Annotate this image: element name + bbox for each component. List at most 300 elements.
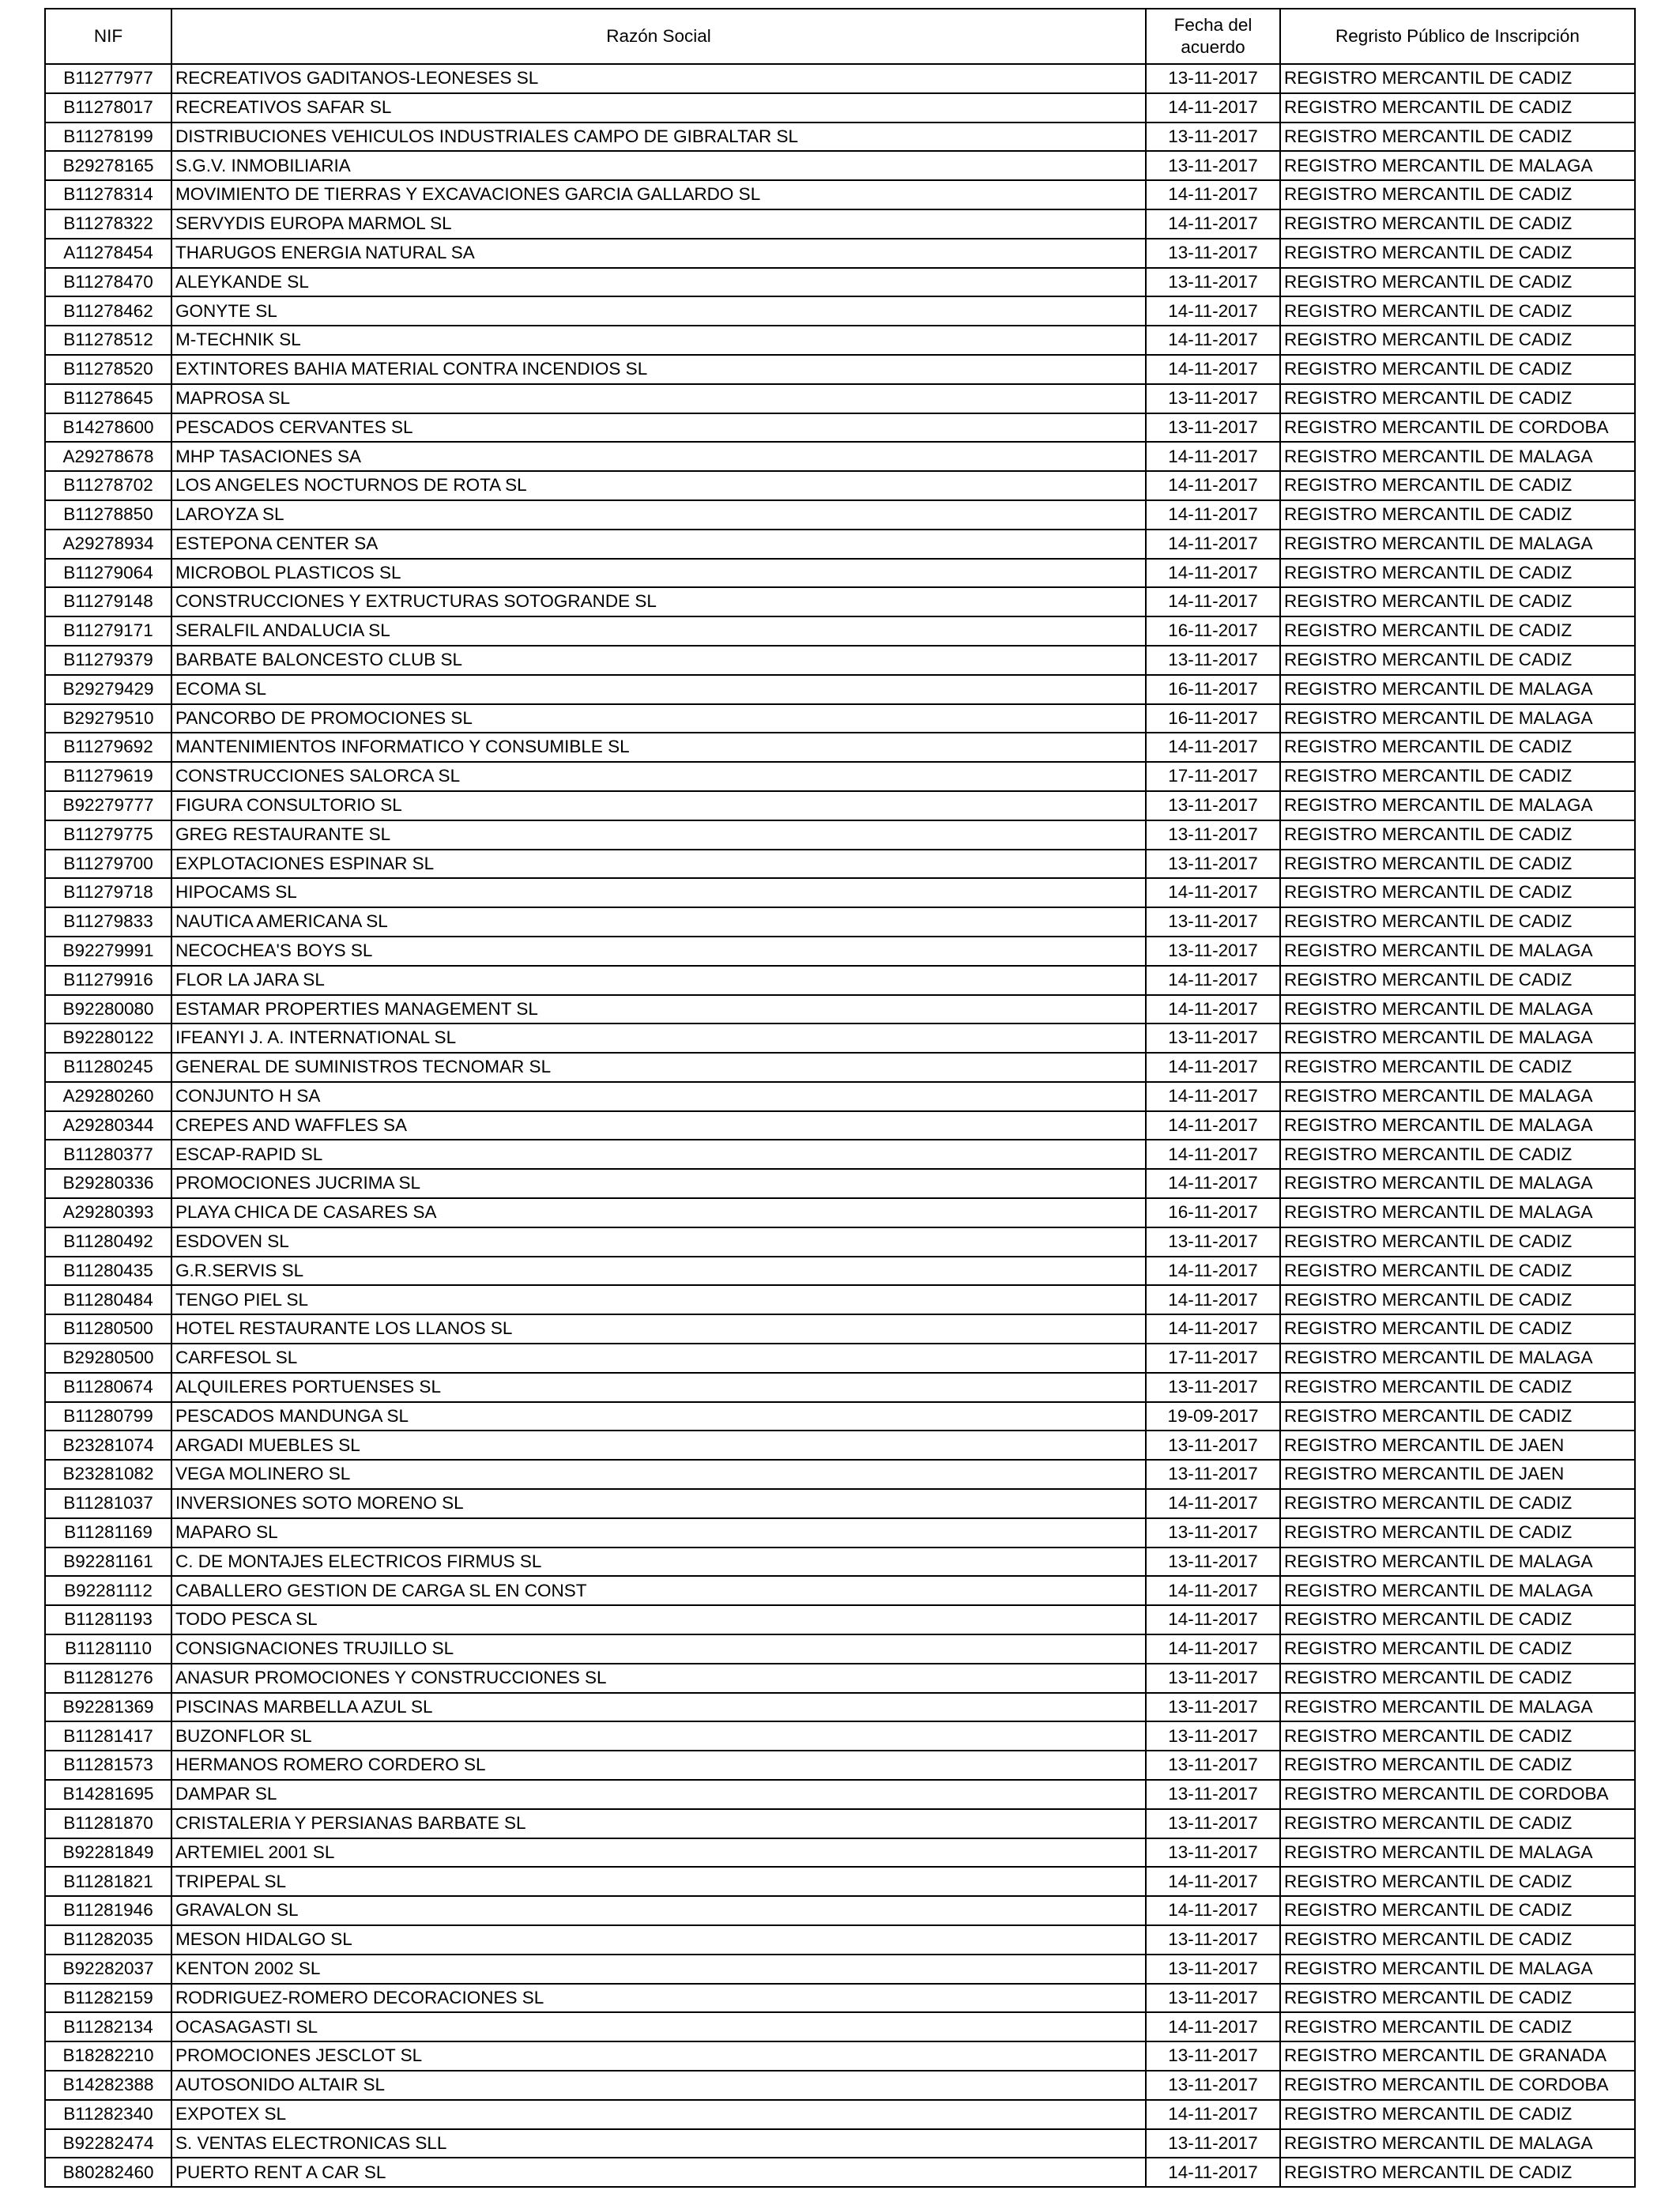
cell-fecha-acuerdo: 14-11-2017 [1146, 733, 1280, 762]
table-row [45, 966, 1635, 995]
cell-fecha-acuerdo: 13-11-2017 [1146, 1809, 1280, 1838]
cell-fecha-acuerdo: 14-11-2017 [1146, 530, 1280, 559]
cell-registro: REGISTRO MERCANTIL DE MALAGA [1280, 1169, 1635, 1198]
cell-registro: REGISTRO MERCANTIL DE MALAGA [1280, 1693, 1635, 1722]
cell-registro: REGISTRO MERCANTIL DE CADIZ [1280, 907, 1635, 937]
cell-nif: B92281112 [45, 1576, 171, 1605]
cell-nif: B92282474 [45, 2129, 171, 2158]
cell-registro: REGISTRO MERCANTIL DE CADIZ [1280, 1402, 1635, 1431]
table-row [45, 1576, 1635, 1605]
cell-fecha-acuerdo: 16-11-2017 [1146, 1198, 1280, 1227]
cell-registro: REGISTRO MERCANTIL DE CADIZ [1280, 500, 1635, 530]
cell-registro: REGISTRO MERCANTIL DE CADIZ [1280, 1518, 1635, 1547]
cell-razon-social: EXTINTORES BAHIA MATERIAL CONTRA INCENDIOS SL [171, 355, 1146, 384]
table-row [45, 733, 1635, 762]
table-row [45, 1780, 1635, 1809]
cell-razon-social: MANTENIMIENTOS INFORMATICO Y CONSUMIBLE SL [171, 733, 1146, 762]
cell-registro: REGISTRO MERCANTIL DE MALAGA [1280, 1547, 1635, 1577]
cell-fecha-acuerdo: 13-11-2017 [1146, 820, 1280, 850]
cell-fecha-acuerdo: 14-11-2017 [1146, 442, 1280, 471]
table-row [45, 878, 1635, 907]
cell-fecha-acuerdo: 13-11-2017 [1146, 937, 1280, 966]
cell-fecha-acuerdo: 13-11-2017 [1146, 384, 1280, 413]
cell-nif: B29280500 [45, 1344, 171, 1373]
cell-nif: B11279833 [45, 907, 171, 937]
table-row [45, 413, 1635, 443]
cell-nif: B11281417 [45, 1721, 171, 1751]
cell-registro: REGISTRO MERCANTIL DE CADIZ [1280, 2158, 1635, 2187]
table-row [45, 1896, 1635, 1925]
table-row [45, 209, 1635, 239]
cell-razon-social: ALQUILERES PORTUENSES SL [171, 1373, 1146, 1402]
cell-registro: REGISTRO MERCANTIL DE CADIZ [1280, 1664, 1635, 1693]
cell-registro: REGISTRO MERCANTIL DE MALAGA [1280, 704, 1635, 733]
cell-fecha-acuerdo: 14-11-2017 [1146, 2012, 1280, 2041]
table-row [45, 1751, 1635, 1780]
cell-registro: REGISTRO MERCANTIL DE MALAGA [1280, 1955, 1635, 1984]
table-row [45, 123, 1635, 152]
cell-fecha-acuerdo: 16-11-2017 [1146, 675, 1280, 704]
cell-fecha-acuerdo: 14-11-2017 [1146, 1285, 1280, 1314]
cell-fecha-acuerdo: 13-11-2017 [1146, 1693, 1280, 1722]
cell-nif: A29280393 [45, 1198, 171, 1227]
document-page [44, 8, 1636, 2188]
table-row [45, 180, 1635, 209]
cell-nif: B11278322 [45, 209, 171, 239]
cell-nif: B11278645 [45, 384, 171, 413]
table-row [45, 2071, 1635, 2100]
table-row [45, 151, 1635, 180]
cell-nif: B92282037 [45, 1955, 171, 1984]
table-row [45, 2100, 1635, 2129]
cell-fecha-acuerdo: 14-11-2017 [1146, 1605, 1280, 1634]
cell-registro: REGISTRO MERCANTIL DE CADIZ [1280, 1257, 1635, 1286]
cell-razon-social: AUTOSONIDO ALTAIR SL [171, 2071, 1146, 2100]
cell-registro: REGISTRO MERCANTIL DE CADIZ [1280, 733, 1635, 762]
table-row [45, 1664, 1635, 1693]
cell-fecha-acuerdo: 13-11-2017 [1146, 1955, 1280, 1984]
cell-registro: REGISTRO MERCANTIL DE CADIZ [1280, 1721, 1635, 1751]
cell-fecha-acuerdo: 14-11-2017 [1146, 1489, 1280, 1518]
cell-razon-social: IFEANYI J. A. INTERNATIONAL SL [171, 1023, 1146, 1053]
table-header [45, 9, 1635, 64]
table-row [45, 1053, 1635, 1082]
table-row [45, 1925, 1635, 1955]
table-row [45, 995, 1635, 1024]
cell-nif: B11281946 [45, 1896, 171, 1925]
cell-registro: REGISTRO MERCANTIL DE MALAGA [1280, 2129, 1635, 2158]
table-row [45, 1809, 1635, 1838]
cell-razon-social: ARGADI MUEBLES SL [171, 1431, 1146, 1460]
cell-registro: REGISTRO MERCANTIL DE CADIZ [1280, 878, 1635, 907]
cell-registro: REGISTRO MERCANTIL DE CADIZ [1280, 587, 1635, 616]
cell-razon-social: GRAVALON SL [171, 1896, 1146, 1925]
cell-nif: B11281169 [45, 1518, 171, 1547]
cell-registro: REGISTRO MERCANTIL DE MALAGA [1280, 1023, 1635, 1053]
cell-registro: REGISTRO MERCANTIL DE CADIZ [1280, 1140, 1635, 1169]
cell-nif: B92281161 [45, 1547, 171, 1577]
cell-nif: B11281037 [45, 1489, 171, 1518]
cell-fecha-acuerdo: 13-11-2017 [1146, 1431, 1280, 1460]
table-row [45, 296, 1635, 326]
cell-nif: B11281193 [45, 1605, 171, 1634]
table-row [45, 2041, 1635, 2071]
table-row [45, 1721, 1635, 1751]
cell-nif: B11281573 [45, 1751, 171, 1780]
cell-nif: B11279064 [45, 559, 171, 588]
cell-razon-social: BARBATE BALONCESTO CLUB SL [171, 646, 1146, 675]
cell-fecha-acuerdo: 13-11-2017 [1146, 646, 1280, 675]
cell-registro: REGISTRO MERCANTIL DE CADIZ [1280, 1984, 1635, 2013]
cell-registro: REGISTRO MERCANTIL DE MALAGA [1280, 1198, 1635, 1227]
cell-razon-social: RECREATIVOS SAFAR SL [171, 93, 1146, 123]
cell-nif: B11281110 [45, 1634, 171, 1664]
cell-fecha-acuerdo: 13-11-2017 [1146, 1460, 1280, 1489]
cell-nif: B11281276 [45, 1664, 171, 1693]
cell-fecha-acuerdo: 13-11-2017 [1146, 1227, 1280, 1257]
cell-fecha-acuerdo: 13-11-2017 [1146, 1925, 1280, 1955]
cell-nif: B11282159 [45, 1984, 171, 2013]
table-row [45, 2129, 1635, 2158]
cell-registro: REGISTRO MERCANTIL DE CADIZ [1280, 1605, 1635, 1634]
table-row [45, 587, 1635, 616]
cell-razon-social: HOTEL RESTAURANTE LOS LLANOS SL [171, 1314, 1146, 1344]
table-row [45, 1634, 1635, 1664]
cell-razon-social: SERVYDIS EUROPA MARMOL SL [171, 209, 1146, 239]
cell-nif: B11279619 [45, 762, 171, 791]
cell-nif: B29279510 [45, 704, 171, 733]
cell-razon-social: CARFESOL SL [171, 1344, 1146, 1373]
cell-fecha-acuerdo: 14-11-2017 [1146, 500, 1280, 530]
cell-registro: REGISTRO MERCANTIL DE MALAGA [1280, 1344, 1635, 1373]
cell-razon-social: TENGO PIEL SL [171, 1285, 1146, 1314]
cell-razon-social: PROMOCIONES JUCRIMA SL [171, 1169, 1146, 1198]
cell-nif: B11281821 [45, 1867, 171, 1896]
table-row [45, 1082, 1635, 1111]
cell-fecha-acuerdo: 14-11-2017 [1146, 296, 1280, 326]
cell-razon-social: RECREATIVOS GADITANOS-LEONESES SL [171, 64, 1146, 93]
cell-nif: B11280377 [45, 1140, 171, 1169]
cell-nif: B11278512 [45, 326, 171, 355]
table-row [45, 442, 1635, 471]
cell-nif: B29279429 [45, 675, 171, 704]
table-row [45, 93, 1635, 123]
table-row [45, 1198, 1635, 1227]
table-row [45, 1227, 1635, 1257]
cell-nif: B23281074 [45, 1431, 171, 1460]
cell-fecha-acuerdo: 13-11-2017 [1146, 1721, 1280, 1751]
table-row [45, 1169, 1635, 1198]
cell-fecha-acuerdo: 13-11-2017 [1146, 1547, 1280, 1577]
cell-registro: REGISTRO MERCANTIL DE MALAGA [1280, 675, 1635, 704]
table-row [45, 559, 1635, 588]
cell-registro: REGISTRO MERCANTIL DE MALAGA [1280, 937, 1635, 966]
cell-registro: REGISTRO MERCANTIL DE CADIZ [1280, 1896, 1635, 1925]
cell-fecha-acuerdo: 14-11-2017 [1146, 180, 1280, 209]
table-row [45, 268, 1635, 297]
cell-registro: REGISTRO MERCANTIL DE MALAGA [1280, 151, 1635, 180]
header-fecha-acuerdo: Fecha del acuerdo [1146, 9, 1280, 64]
cell-razon-social: MHP TASACIONES SA [171, 442, 1146, 471]
table-row [45, 1023, 1635, 1053]
cell-nif: B11278017 [45, 93, 171, 123]
cell-razon-social: EXPLOTACIONES ESPINAR SL [171, 850, 1146, 879]
cell-nif: B11280674 [45, 1373, 171, 1402]
table-row [45, 907, 1635, 937]
cell-nif: B92280080 [45, 995, 171, 1024]
cell-nif: B80282460 [45, 2158, 171, 2187]
cell-fecha-acuerdo: 13-11-2017 [1146, 791, 1280, 820]
cell-fecha-acuerdo: 13-11-2017 [1146, 2129, 1280, 2158]
cell-razon-social: GONYTE SL [171, 296, 1146, 326]
cell-fecha-acuerdo: 13-11-2017 [1146, 1664, 1280, 1693]
cell-nif: B11280435 [45, 1257, 171, 1286]
cell-razon-social: LAROYZA SL [171, 500, 1146, 530]
cell-fecha-acuerdo: 13-11-2017 [1146, 1780, 1280, 1809]
cell-registro: REGISTRO MERCANTIL DE CADIZ [1280, 1809, 1635, 1838]
cell-registro: REGISTRO MERCANTIL DE CORDOBA [1280, 413, 1635, 443]
cell-nif: B11279692 [45, 733, 171, 762]
cell-razon-social: HIPOCAMS SL [171, 878, 1146, 907]
cell-fecha-acuerdo: 13-11-2017 [1146, 151, 1280, 180]
cell-fecha-acuerdo: 14-11-2017 [1146, 471, 1280, 500]
cell-razon-social: ESTAMAR PROPERTIES MANAGEMENT SL [171, 995, 1146, 1024]
table-row [45, 1547, 1635, 1577]
cell-nif: B18282210 [45, 2041, 171, 2071]
cell-razon-social: ESDOVEN SL [171, 1227, 1146, 1257]
cell-fecha-acuerdo: 14-11-2017 [1146, 1896, 1280, 1925]
cell-nif: B11279916 [45, 966, 171, 995]
cell-registro: REGISTRO MERCANTIL DE CADIZ [1280, 820, 1635, 850]
cell-fecha-acuerdo: 14-11-2017 [1146, 966, 1280, 995]
cell-razon-social: MESON HIDALGO SL [171, 1925, 1146, 1955]
table-row [45, 1984, 1635, 2013]
cell-razon-social: MAPROSA SL [171, 384, 1146, 413]
cell-fecha-acuerdo: 14-11-2017 [1146, 587, 1280, 616]
cell-nif: B92279991 [45, 937, 171, 966]
cell-razon-social: MICROBOL PLASTICOS SL [171, 559, 1146, 588]
cell-razon-social: PUERTO RENT A CAR SL [171, 2158, 1146, 2187]
cell-fecha-acuerdo: 13-11-2017 [1146, 2041, 1280, 2071]
cell-registro: REGISTRO MERCANTIL DE MALAGA [1280, 1082, 1635, 1111]
cell-razon-social: DISTRIBUCIONES VEHICULOS INDUSTRIALES CAMPO DE GIBRALTAR SL [171, 123, 1146, 152]
table-row [45, 1111, 1635, 1140]
header-nif: NIF [45, 9, 171, 64]
cell-registro: REGISTRO MERCANTIL DE CADIZ [1280, 1634, 1635, 1664]
cell-registro: REGISTRO MERCANTIL DE CADIZ [1280, 209, 1635, 239]
cell-fecha-acuerdo: 17-11-2017 [1146, 762, 1280, 791]
cell-registro: REGISTRO MERCANTIL DE GRANADA [1280, 2041, 1635, 2071]
cell-razon-social: SERALFIL ANDALUCIA SL [171, 616, 1146, 646]
cell-registro: REGISTRO MERCANTIL DE MALAGA [1280, 442, 1635, 471]
cell-razon-social: HERMANOS ROMERO CORDERO SL [171, 1751, 1146, 1780]
cell-nif: B11280484 [45, 1285, 171, 1314]
cell-nif: B14278600 [45, 413, 171, 443]
cell-razon-social: CONSIGNACIONES TRUJILLO SL [171, 1634, 1146, 1664]
cell-nif: B11278199 [45, 123, 171, 152]
cell-nif: B92280122 [45, 1023, 171, 1053]
cell-fecha-acuerdo: 16-11-2017 [1146, 616, 1280, 646]
cell-registro: REGISTRO MERCANTIL DE CADIZ [1280, 268, 1635, 297]
cell-razon-social: S. VENTAS ELECTRONICAS SLL [171, 2129, 1146, 2158]
cell-fecha-acuerdo: 13-11-2017 [1146, 239, 1280, 268]
table-row [45, 616, 1635, 646]
cell-registro: REGISTRO MERCANTIL DE CADIZ [1280, 384, 1635, 413]
cell-fecha-acuerdo: 14-11-2017 [1146, 1314, 1280, 1344]
cell-nif: A29280260 [45, 1082, 171, 1111]
cell-fecha-acuerdo: 14-11-2017 [1146, 326, 1280, 355]
cell-fecha-acuerdo: 13-11-2017 [1146, 1023, 1280, 1053]
cell-nif: B11279171 [45, 616, 171, 646]
cell-registro: REGISTRO MERCANTIL DE CADIZ [1280, 1751, 1635, 1780]
table-row [45, 384, 1635, 413]
header-razon-social: Razón Social [171, 9, 1146, 64]
table-body [45, 64, 1635, 2187]
table-row [45, 1140, 1635, 1169]
cell-nif: A29278934 [45, 530, 171, 559]
table-row [45, 820, 1635, 850]
cell-nif: A29278678 [45, 442, 171, 471]
cell-razon-social: OCASAGASTI SL [171, 2012, 1146, 2041]
cell-razon-social: S.G.V. INMOBILIARIA [171, 151, 1146, 180]
cell-razon-social: ARTEMIEL 2001 SL [171, 1838, 1146, 1868]
table-row [45, 1344, 1635, 1373]
cell-razon-social: M-TECHNIK SL [171, 326, 1146, 355]
cell-razon-social: RODRIGUEZ-ROMERO DECORACIONES SL [171, 1984, 1146, 2013]
cell-razon-social: NAUTICA AMERICANA SL [171, 907, 1146, 937]
cell-nif: B11278702 [45, 471, 171, 500]
table-row [45, 937, 1635, 966]
cell-registro: REGISTRO MERCANTIL DE CADIZ [1280, 1314, 1635, 1344]
cell-razon-social: GREG RESTAURANTE SL [171, 820, 1146, 850]
cell-nif: B92281849 [45, 1838, 171, 1868]
cell-razon-social: CABALLERO GESTION DE CARGA SL EN CONST [171, 1576, 1146, 1605]
cell-nif: B92279777 [45, 791, 171, 820]
cell-fecha-acuerdo: 14-11-2017 [1146, 1140, 1280, 1169]
table-row [45, 530, 1635, 559]
cell-nif: B11279379 [45, 646, 171, 675]
cell-fecha-acuerdo: 14-11-2017 [1146, 2100, 1280, 2129]
cell-nif: B11278470 [45, 268, 171, 297]
table-row [45, 1257, 1635, 1286]
cell-fecha-acuerdo: 13-11-2017 [1146, 268, 1280, 297]
table-row [45, 239, 1635, 268]
cell-fecha-acuerdo: 14-11-2017 [1146, 209, 1280, 239]
cell-nif: B11279775 [45, 820, 171, 850]
cell-fecha-acuerdo: 14-11-2017 [1146, 878, 1280, 907]
cell-nif: B11279148 [45, 587, 171, 616]
cell-razon-social: MAPARO SL [171, 1518, 1146, 1547]
cell-nif: B11281870 [45, 1809, 171, 1838]
cell-razon-social: CONSTRUCCIONES Y EXTRUCTURAS SOTOGRANDE SL [171, 587, 1146, 616]
cell-registro: REGISTRO MERCANTIL DE CADIZ [1280, 123, 1635, 152]
cell-fecha-acuerdo: 16-11-2017 [1146, 704, 1280, 733]
cell-fecha-acuerdo: 14-11-2017 [1146, 1576, 1280, 1605]
table-row [45, 762, 1635, 791]
cell-registro: REGISTRO MERCANTIL DE CADIZ [1280, 2100, 1635, 2129]
cell-nif: B92281369 [45, 1693, 171, 1722]
cell-razon-social: ECOMA SL [171, 675, 1146, 704]
cell-razon-social: VEGA MOLINERO SL [171, 1460, 1146, 1489]
cell-fecha-acuerdo: 13-11-2017 [1146, 1518, 1280, 1547]
cell-registro: REGISTRO MERCANTIL DE CADIZ [1280, 93, 1635, 123]
table-row [45, 704, 1635, 733]
cell-nif: B11280799 [45, 1402, 171, 1431]
cell-razon-social: MOVIMIENTO DE TIERRAS Y EXCAVACIONES GARCIA GALLARDO SL [171, 180, 1146, 209]
cell-razon-social: GENERAL DE SUMINISTROS TECNOMAR SL [171, 1053, 1146, 1082]
cell-fecha-acuerdo: 14-11-2017 [1146, 1634, 1280, 1664]
cell-fecha-acuerdo: 13-11-2017 [1146, 850, 1280, 879]
cell-registro: REGISTRO MERCANTIL DE CADIZ [1280, 1285, 1635, 1314]
cell-fecha-acuerdo: 13-11-2017 [1146, 413, 1280, 443]
cell-nif: B11278314 [45, 180, 171, 209]
cell-registro: REGISTRO MERCANTIL DE CORDOBA [1280, 1780, 1635, 1809]
table-row [45, 1314, 1635, 1344]
cell-razon-social: TRIPEPAL SL [171, 1867, 1146, 1896]
cell-fecha-acuerdo: 14-11-2017 [1146, 1053, 1280, 1082]
cell-nif: B23281082 [45, 1460, 171, 1489]
table-row [45, 2012, 1635, 2041]
cell-registro: REGISTRO MERCANTIL DE JAEN [1280, 1460, 1635, 1489]
table-row [45, 1460, 1635, 1489]
cell-razon-social: ESTEPONA CENTER SA [171, 530, 1146, 559]
cell-fecha-acuerdo: 13-11-2017 [1146, 1751, 1280, 1780]
cell-razon-social: PROMOCIONES JESCLOT SL [171, 2041, 1146, 2071]
table-row [45, 1605, 1635, 1634]
cell-nif: B29280336 [45, 1169, 171, 1198]
cell-registro: REGISTRO MERCANTIL DE CADIZ [1280, 1227, 1635, 1257]
table-row [45, 1867, 1635, 1896]
cell-registro: REGISTRO MERCANTIL DE CADIZ [1280, 1373, 1635, 1402]
cell-razon-social: LOS ANGELES NOCTURNOS DE ROTA SL [171, 471, 1146, 500]
table-row [45, 1431, 1635, 1460]
cell-fecha-acuerdo: 13-11-2017 [1146, 2071, 1280, 2100]
cell-nif: A29280344 [45, 1111, 171, 1140]
cell-registro: REGISTRO MERCANTIL DE CADIZ [1280, 471, 1635, 500]
cell-registro: REGISTRO MERCANTIL DE JAEN [1280, 1431, 1635, 1460]
cell-registro: REGISTRO MERCANTIL DE MALAGA [1280, 530, 1635, 559]
cell-nif: B14282388 [45, 2071, 171, 2100]
cell-nif: B29278165 [45, 151, 171, 180]
cell-razon-social: PLAYA CHICA DE CASARES SA [171, 1198, 1146, 1227]
cell-nif: B11280245 [45, 1053, 171, 1082]
cell-razon-social: ALEYKANDE SL [171, 268, 1146, 297]
table-row [45, 500, 1635, 530]
cell-razon-social: EXPOTEX SL [171, 2100, 1146, 2129]
cell-razon-social: NECOCHEA'S BOYS SL [171, 937, 1146, 966]
cell-razon-social: C. DE MONTAJES ELECTRICOS FIRMUS SL [171, 1547, 1146, 1577]
table-row [45, 64, 1635, 93]
cell-nif: B11277977 [45, 64, 171, 93]
cell-fecha-acuerdo: 14-11-2017 [1146, 1111, 1280, 1140]
cell-registro: REGISTRO MERCANTIL DE CADIZ [1280, 646, 1635, 675]
cell-registro: REGISTRO MERCANTIL DE CADIZ [1280, 850, 1635, 879]
cell-fecha-acuerdo: 14-11-2017 [1146, 1867, 1280, 1896]
cell-registro: REGISTRO MERCANTIL DE MALAGA [1280, 995, 1635, 1024]
cell-nif: B14281695 [45, 1780, 171, 1809]
cell-razon-social: INVERSIONES SOTO MORENO SL [171, 1489, 1146, 1518]
cell-razon-social: PISCINAS MARBELLA AZUL SL [171, 1693, 1146, 1722]
cell-registro: REGISTRO MERCANTIL DE CADIZ [1280, 180, 1635, 209]
companies-table [44, 8, 1636, 2188]
cell-registro: REGISTRO MERCANTIL DE CADIZ [1280, 1053, 1635, 1082]
cell-fecha-acuerdo: 14-11-2017 [1146, 93, 1280, 123]
cell-nif: B11280492 [45, 1227, 171, 1257]
cell-razon-social: CRISTALERIA Y PERSIANAS BARBATE SL [171, 1809, 1146, 1838]
table-row [45, 850, 1635, 879]
cell-razon-social: PESCADOS CERVANTES SL [171, 413, 1146, 443]
cell-razon-social: G.R.SERVIS SL [171, 1257, 1146, 1286]
